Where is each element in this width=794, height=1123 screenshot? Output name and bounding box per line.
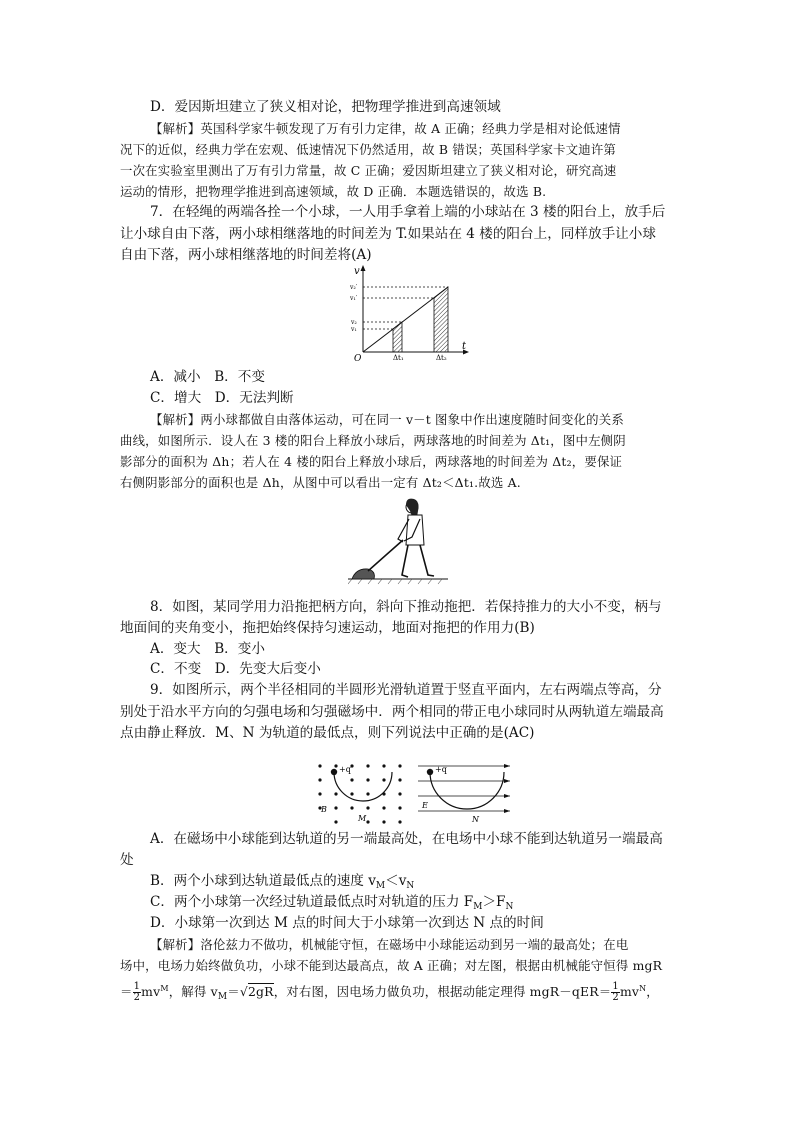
question-7-text: 自由下落，两小球相继落地的时间差将(A): [120, 247, 372, 263]
question-9-option-d: D．小球第一次到达 M 点的时间大于小球第一次到达 N 点的时间: [150, 915, 544, 931]
question-8-text: 地面间的夹角变小，拖把始终保持匀速运动，地面对拖把的作用力(B): [120, 620, 535, 636]
question-7-options: C．增大 D．无法判断: [150, 390, 294, 406]
question-9-option-c: C．两个小球第一次经过轨道最低点时对轨道的压力 $F_M>F_N$: [150, 894, 514, 912]
right-semicircle-track: [430, 772, 504, 809]
tick-label: v₁: [351, 326, 357, 333]
tick-label: v₂′: [350, 284, 358, 291]
svg-text:M: M: [358, 814, 367, 823]
t-axis-label: t: [462, 341, 467, 352]
svg-text:+q: +q: [435, 765, 447, 774]
analysis-line: 况下的近似，经典力学在宏观、低速情况下仍然适用，故 B 错误；英国科学家卡文迪许第: [120, 142, 617, 157]
question-8-text: 8．如图，某同学用力沿拖把柄方向，斜向下推动拖把．若保持推力的大小不变，柄与: [150, 599, 662, 615]
analysis-line: 【解析】英国科学家牛顿发现了万有引力定律，故 A 正确；经典力学是相对论低速情: [150, 121, 621, 136]
left-semicircle-track: [334, 772, 392, 801]
mop-student-illustration: [348, 495, 448, 585]
shaded-area-2: [434, 287, 448, 352]
analysis-line: 【解析】两小球都做自由落体运动，可在同一 v－t 图象中作出速度随时间变化的关系: [150, 412, 624, 427]
origin-label: O: [354, 354, 362, 362]
question-9-text: 9．如图所示，两个半径相同的半圆形光滑轨道置于竖直平面内，左右两端点等高，分: [150, 682, 662, 698]
analysis-line: 场中，电场力始终做负功，小球不能到达最高点，故 A 正确；对左图，根据由机械能守恒得 mgR: [120, 958, 663, 973]
svg-text:N: N: [472, 815, 479, 824]
analysis-line: 右侧阴影部分的面积也是 Δh，从图中可以看出一定有 Δt₂＜Δt₁.故选 A.: [120, 475, 521, 490]
analysis-line: 运动的情形，把物理学推进到高速领域，故 D 正确．本题选错误的，故选 B.: [120, 184, 547, 199]
question-8-options: C．不变 D．先变大后变小: [150, 661, 321, 677]
tick-label: v₁′: [350, 295, 358, 302]
analysis-line: 【解析】洛伦兹力不做功，机械能守恒，在磁场中小球能运动到另一端的最高处；在电: [150, 937, 629, 952]
question-7-text: 让小球自由下落，两小球相继落地的时间差为 T.如果站在 4 楼的阳台上，同样放手让小球: [120, 226, 656, 242]
tick-label: v₂: [351, 319, 357, 326]
question-9-option-a: A．在磁场中小球能到达轨道的另一端最高处，在电场中小球不能到达轨道另一端最高: [150, 831, 663, 847]
question-8-options: A．变大 B．变小: [150, 641, 265, 657]
shaded-area-1: [393, 322, 402, 352]
question-9-option-b: B．两个小球到达轨道最低点的速度 $v_M<v_N$: [150, 873, 415, 891]
svg-text:B: B: [321, 805, 327, 814]
analysis-line-equation: ＝ $\frac{1}{2}$ $mv^M$，解得 $v_M=√2gR$，对右图，因电场力做负功，根据动能定理得 mgR－qER＝ $\frac{1}{2}$ $mv^N$，: [120, 981, 659, 1004]
question-7-text: 7．在轻绳的两端各拴一个小球，一人用手拿着上端的小球站在 3 楼的阳台上，放手后: [150, 204, 666, 220]
question-7-options: A．减小 B．不变: [150, 369, 265, 385]
question-9-text: 点由静止释放．M、N 为轨道的最低点，则下列说法中正确的是(AC): [120, 725, 535, 741]
analysis-line: 影部分的面积为 Δh；若人在 4 楼的阳台上释放小球后，两球落地的时间差为 Δt₂，要保证: [120, 454, 623, 469]
field-tracks-figure: [314, 758, 524, 826]
v-axis-label: v: [354, 266, 360, 277]
svg-text:E: E: [422, 801, 428, 810]
question-9-text: 别处于沿水平方向的匀强电场和匀强磁场中．两个相同的带正电小球同时从两轨道左端最高: [120, 704, 664, 720]
dt1-label: Δt₁: [393, 354, 404, 362]
dt2-label: Δt₂: [436, 354, 447, 362]
question-9-option-a: 处: [120, 852, 134, 868]
svg-text:+q: +q: [339, 765, 351, 774]
analysis-line: 曲线，如图所示．设人在 3 楼的阳台上释放小球后，两球落地的时间差为 Δt₁，图中左侧阴: [120, 433, 626, 448]
option-d-text: D．爱因斯坦建立了狭义相对论，把物理学推进到高速领域: [150, 99, 501, 115]
vt-graph: [343, 262, 473, 362]
analysis-line: 一次在实验室里测出了万有引力常量，故 C 正确；爱因斯坦建立了狭义相对论，研究高速: [120, 163, 617, 178]
